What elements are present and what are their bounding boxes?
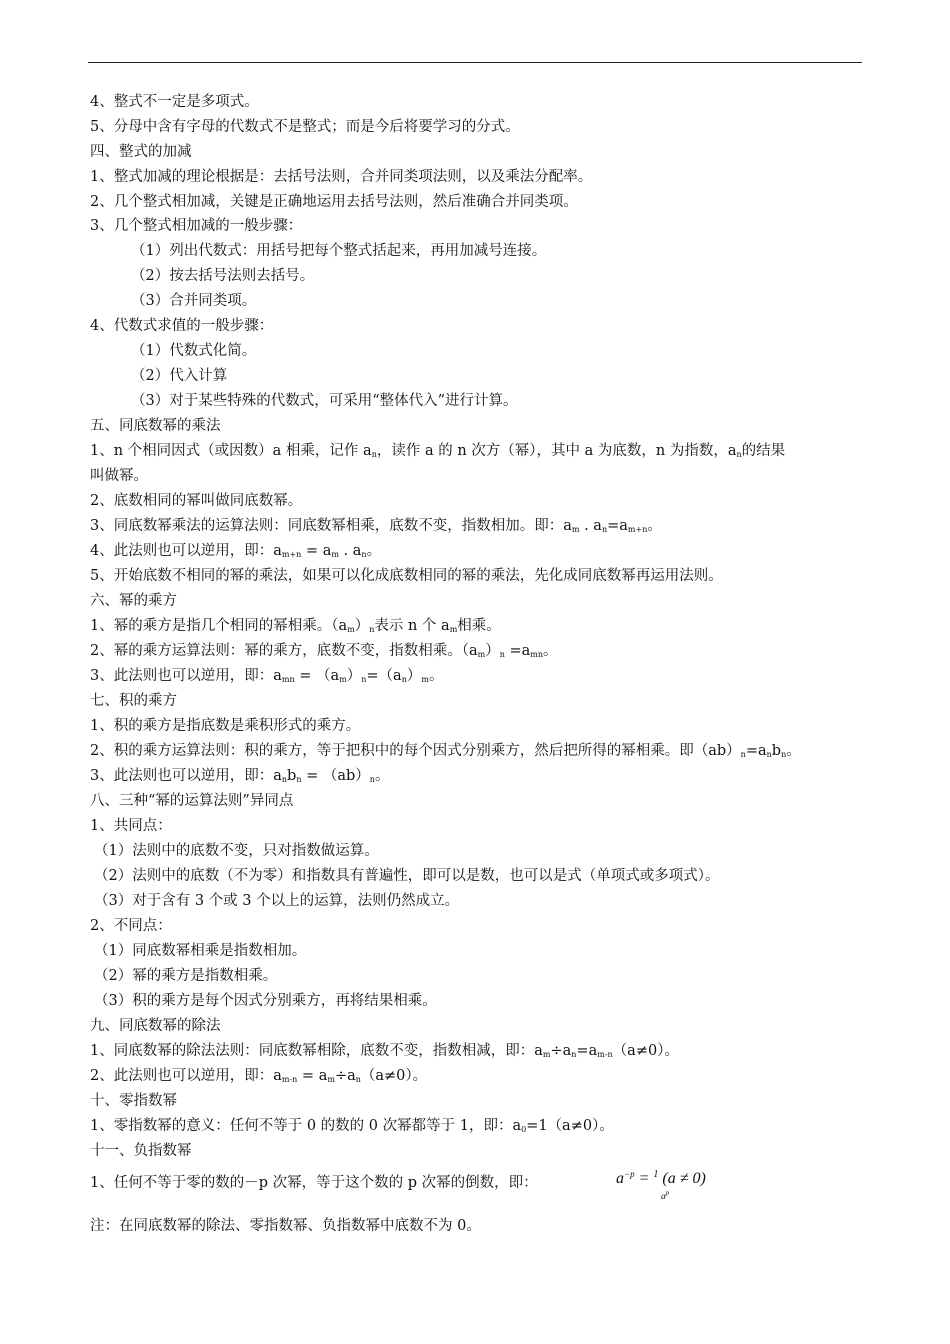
text-line: （1）法则中的底数不变，只对指数做运算。 bbox=[94, 843, 379, 859]
text-line: 1、共同点： bbox=[90, 818, 172, 834]
text-line: 5、开始底数不相同的幂的乘法，如果可以化成底数相同的幂的乘法，先化成同底数幂再运用法则。 bbox=[90, 568, 723, 584]
text-line: （2）代入计算 bbox=[131, 368, 228, 384]
text-line: 5、分母中含有字母的代数式不是整式；而是今后将要学习的分式。 bbox=[90, 119, 520, 135]
text-line: （2）法则中的底数（不为零）和指数具有普遍性，即可以是数，也可以是式（单项式或多项式）。 bbox=[94, 868, 720, 884]
text-line: 1、n 个相同因式（或因数）a 相乘，记作 an，读作 a 的 n 次方（幂），其中 a 为底数，n 为指数，an的结果 bbox=[90, 443, 786, 459]
text-line: 1、同底数幂的除法法则：同底数幂相除，底数不变，指数相减，即：am÷an=am-n（a≠0）。 bbox=[90, 1043, 679, 1059]
text-line: 1、积的乘方是指底数是乘积形式的乘方。 bbox=[90, 718, 361, 734]
text-line: 1、整式加减的理论根据是：去括号法则，合并同类项法则，以及乘法分配率。 bbox=[90, 169, 593, 185]
section-heading: 六、幂的乘方 bbox=[90, 593, 177, 609]
text-line: 3、同底数幂乘法的运算法则：同底数幂相乘，底数不变，指数相加。即：am . an=am+n。 bbox=[90, 518, 662, 534]
text-line: （3）合并同类项。 bbox=[131, 293, 257, 309]
text-line: 2、底数相同的幂叫做同底数幂。 bbox=[90, 493, 303, 509]
text-line: 叫做幂。 bbox=[90, 468, 148, 484]
section-heading: 七、积的乘方 bbox=[90, 693, 177, 709]
section-heading: 八、三种“幂的运算法则”异同点 bbox=[90, 793, 294, 809]
text-line: 1、任何不等于零的数的－p 次幂，等于这个数的 p 次幂的倒数，即： bbox=[90, 1175, 538, 1191]
negative-exponent-formula bbox=[616, 1169, 706, 1201]
text-line: 2、此法则也可以逆用，即：am-n = am÷an（a≠0）。 bbox=[90, 1068, 428, 1084]
text-line: （1）代数式化简。 bbox=[131, 343, 257, 359]
text-line: 2、积的乘方运算法则：积的乘方，等于把积中的每个因式分别乘方，然后把所得的幂相乘。即（ab）n=anbn。 bbox=[90, 743, 801, 759]
text-line: （1）同底数幂相乘是指数相加。 bbox=[94, 943, 307, 959]
text-line: 1、幂的乘方是指几个相同的幂相乘。（am）n表示 n 个 am相乘。 bbox=[90, 618, 501, 634]
text-line: 1、零指数幂的意义：任何不等于 0 的数的 0 次幂都等于 1，即：a0=1（a≠0）。 bbox=[90, 1118, 614, 1134]
text-line: 3、几个整式相加减的一般步骤： bbox=[90, 218, 303, 234]
text-line: 2、几个整式相加减，关键是正确地运用去括号法则，然后准确合并同类项。 bbox=[90, 194, 578, 210]
formula-numerator: 1 bbox=[653, 1169, 659, 1180]
text-line: 2、不同点： bbox=[90, 918, 172, 934]
text-line: （2）按去括号法则去括号。 bbox=[131, 268, 315, 284]
formula-condition: (a ≠ 0) bbox=[662, 1170, 706, 1187]
formula-equals: = bbox=[638, 1170, 650, 1187]
text-line: （3）积的乘方是每个因式分别乘方，再将结果相乘。 bbox=[94, 993, 437, 1009]
text-line: 4、整式不一定是多项式。 bbox=[90, 94, 259, 110]
text-line: （2）幂的乘方是指数相乘。 bbox=[94, 968, 278, 984]
text-line: 4、此法则也可以逆用，即：am+n = am . an。 bbox=[90, 543, 382, 559]
text-line: 3、此法则也可以逆用，即：amn = （am）n=（an）m。 bbox=[90, 668, 444, 684]
section-heading: 四、整式的加减 bbox=[90, 144, 192, 160]
formula-exponent: −p bbox=[624, 1169, 635, 1179]
formula-denominator: $a^p$ bbox=[661, 1189, 669, 1201]
section-heading: 九、同底数幂的除法 bbox=[90, 1018, 221, 1034]
text-line: 4、代数式求值的一般步骤： bbox=[90, 318, 274, 334]
text-line: （3）对于含有 3 个或 3 个以上的运算，法则仍然成立。 bbox=[94, 893, 460, 909]
section-heading: 十、零指数幂 bbox=[90, 1093, 177, 1109]
formula-base: a bbox=[616, 1170, 624, 1187]
note-line: 注：在同底数幂的除法、零指数幂、负指数幂中底数不为 0。 bbox=[90, 1218, 481, 1234]
text-line: （3）对于某些特殊的代数式，可采用“整体代入”进行计算。 bbox=[131, 393, 518, 409]
header-rule bbox=[88, 62, 862, 63]
text-line: 3、此法则也可以逆用，即：anbn = （ab）n。 bbox=[90, 768, 390, 784]
text-line: （1）列出代数式：用括号把每个整式括起来，再用加减号连接。 bbox=[131, 243, 547, 259]
text-line: 2、幂的乘方运算法则：幂的乘方，底数不变，指数相乘。（am）n =amn。 bbox=[90, 643, 558, 659]
section-heading: 五、同底数幂的乘法 bbox=[90, 418, 221, 434]
section-heading: 十一、负指数幂 bbox=[90, 1143, 192, 1159]
